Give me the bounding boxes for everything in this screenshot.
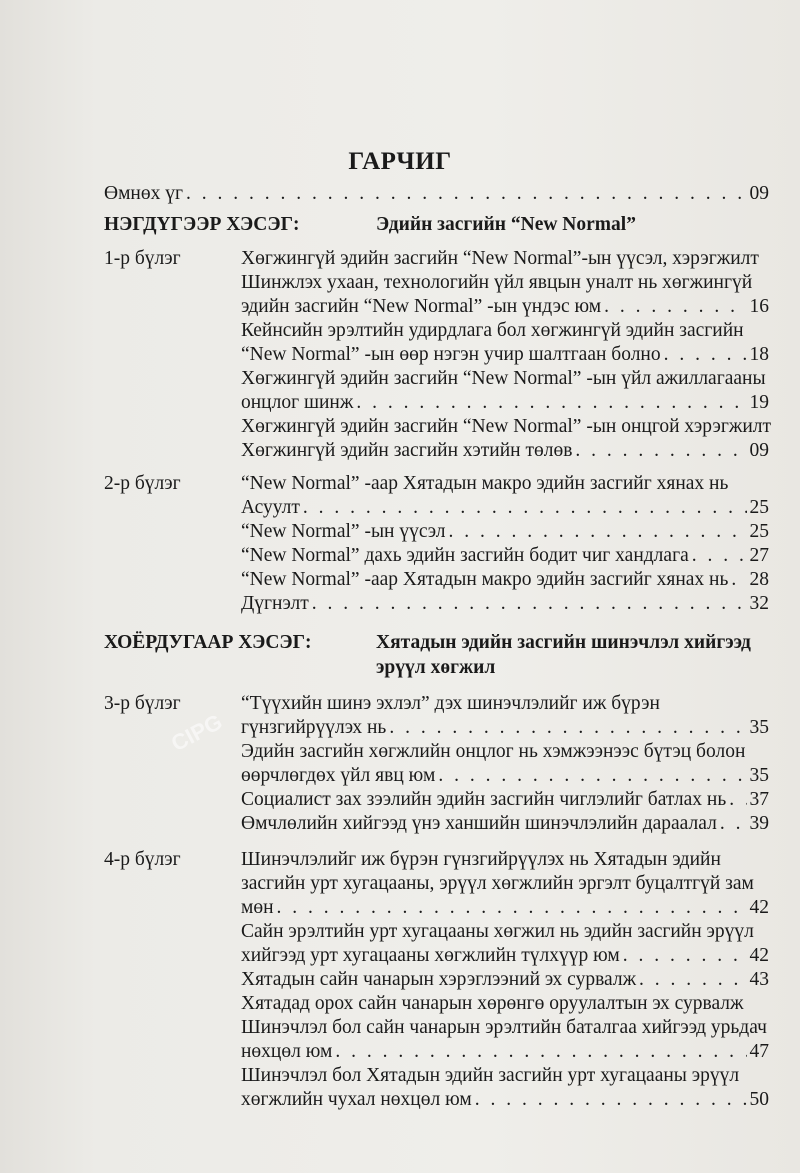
page-number: 43: [749, 969, 769, 990]
page-number: 09: [749, 183, 769, 204]
page-number: 42: [749, 897, 769, 918]
page-number: 37: [749, 789, 769, 810]
page-number: 25: [749, 497, 769, 518]
toc-entry[interactable]: [241, 496, 769, 520]
entry-text: Социалист зах зээлийн эдийн засгийн чиглэлийг батлах нь: [241, 789, 727, 810]
entry-text: Асуулт: [241, 497, 300, 518]
toc-entry[interactable]: [241, 391, 769, 415]
toc-entry[interactable]: [241, 343, 769, 367]
entry-text: “New Normal” дахь эдийн засгийн бодит чиг хандлага: [241, 545, 689, 566]
page-number: 27: [749, 545, 769, 566]
part-label: ХОЁРДУГААР ХЭСЭГ:: [104, 632, 312, 653]
entry-text: “New Normal” -аар Хятадын макро эдийн засгийг хянах нь: [241, 569, 729, 590]
leader-dots: [639, 968, 746, 992]
toc-line: Хятадад орох сайн чанарын хөрөнгө оруулалтын эх сурвалж: [241, 993, 744, 1014]
part-title: Хятадын эдийн засгийн шинэчлэл хийгээд: [376, 632, 751, 653]
entry-text: “New Normal” -ын өөр нэгэн учир шалтгаан болно: [241, 344, 661, 365]
toc-entry[interactable]: [241, 520, 769, 544]
toc-entry[interactable]: [241, 592, 769, 616]
toc-entry[interactable]: [241, 1040, 769, 1064]
toc-line: Эдийн засгийн хөгжлийн онцлог нь хэмжээнээс бүтэц болон: [241, 741, 746, 762]
entry-text: нөхцөл юм: [241, 1041, 333, 1062]
leader-dots: [720, 812, 747, 836]
toc-entry[interactable]: [241, 568, 769, 592]
chapter-label: 3-р бүлэг: [104, 693, 181, 714]
page-number: 42: [749, 945, 769, 966]
leader-dots: [277, 896, 747, 920]
toc-entry[interactable]: [241, 716, 769, 740]
page-number: 32: [749, 593, 769, 614]
leader-dots: [623, 944, 747, 968]
toc-entry[interactable]: [241, 944, 769, 968]
page-number: 39: [749, 813, 769, 834]
entry-text: өөрчлөгдөх үйл явц юм: [241, 765, 436, 786]
chapter-label: 2-р бүлэг: [104, 473, 181, 494]
toc-line: Шинэчлэл бол Хятадын эдийн засгийн урт хугацааны эрүүл: [241, 1065, 740, 1086]
leader-dots: [335, 1040, 746, 1064]
toc-line: засгийн урт хугацааны, эрүүл хөгжлийн эргэлт буцалтгүй зам: [241, 873, 754, 894]
page-number: 47: [749, 1041, 769, 1062]
page-title: ГАРЧИГ: [348, 148, 452, 175]
entry-text: гүнзгийрүүлэх нь: [241, 717, 387, 738]
toc-line: Хөгжингүй эдийн засгийн “New Normal”-ын үүсэл, хэрэгжилт: [241, 248, 759, 269]
toc-entry[interactable]: [241, 968, 769, 992]
toc-entry[interactable]: [241, 764, 769, 788]
entry-text: Өмчлөлийн хийгээд үнэ ханшийн шинэчлэлийн дараалал: [241, 813, 717, 834]
leader-dots: [449, 520, 747, 544]
entry-text: хөгжлийн чухал нөхцөл юм: [241, 1089, 472, 1110]
leader-dots: [475, 1088, 747, 1112]
entry-text: Хөгжингүй эдийн засгийн хэтийн төлөв: [241, 440, 573, 461]
leader-dots: [604, 295, 746, 319]
leader-dots: [186, 182, 747, 206]
page-number: 25: [749, 521, 769, 542]
toc-entry[interactable]: [241, 788, 769, 812]
chapter-label: 4-р бүлэг: [104, 849, 181, 870]
toc-entry[interactable]: [241, 896, 769, 920]
leader-dots: [731, 568, 746, 592]
entry-text: Дүгнэлт: [241, 593, 309, 614]
toc-line: Сайн эрэлтийн урт хугацааны хөгжил нь эдийн засгийн эрүүл: [241, 921, 754, 942]
part-title: Эдийн засгийн “New Normal”: [376, 214, 636, 235]
leader-dots: [389, 716, 746, 740]
part-label: НЭГДҮГЭЭР ХЭСЭГ:: [104, 214, 300, 235]
page-number: 35: [749, 765, 769, 786]
page-number: 19: [749, 392, 769, 413]
watermark: CIPG: [167, 708, 227, 757]
part-title: эрүүл хөгжил: [376, 657, 496, 678]
toc-line: Хөгжингүй эдийн засгийн “New Normal” -ын онцгой хэрэгжилт: [241, 416, 772, 437]
entry-text: Өмнөх үг: [104, 183, 183, 204]
toc-line: Шинэчлэлийг иж бүрэн гүнзгийрүүлэх нь Хятадын эдийн: [241, 849, 721, 870]
toc-entry[interactable]: [241, 1088, 769, 1112]
leader-dots: [729, 788, 746, 812]
entry-text: хийгээд урт хугацааны хөгжлийн түлхүүр юм: [241, 945, 620, 966]
toc-line: Хөгжингүй эдийн засгийн “New Normal” -ын үйл ажиллагааны: [241, 368, 766, 389]
toc-line: “Түүхийн шинэ эхлэл” дэх шинэчлэлийг иж бүрэн: [241, 693, 660, 714]
page-number: 35: [749, 717, 769, 738]
toc-line: Кейнсийн эрэлтийн удирдлага бол хөгжингүй эдийн засгийн: [241, 320, 744, 341]
entry-text: “New Normal” -ын үүсэл: [241, 521, 446, 542]
toc-entry[interactable]: [241, 295, 769, 319]
entry-text: Хятадын сайн чанарын хэрэглээний эх сурвалж: [241, 969, 637, 990]
page-number: 16: [749, 296, 769, 317]
leader-dots: [664, 343, 747, 367]
leader-dots: [692, 544, 747, 568]
chapter-label: 1-р бүлэг: [104, 248, 181, 269]
entry-text: эдийн засгийн “New Normal” -ын үндэс юм: [241, 296, 602, 317]
leader-dots: [312, 592, 747, 616]
leader-dots: [438, 764, 746, 788]
toc-line: “New Normal” -аар Хятадын макро эдийн засгийг хянах нь: [241, 473, 729, 494]
toc-line: Шинжлэх ухаан, технологийн үйл явцын уналт нь хөгжингүй: [241, 272, 753, 293]
toc-entry[interactable]: [241, 439, 769, 463]
leader-dots: [303, 496, 747, 520]
page-number: 09: [749, 440, 769, 461]
leader-dots: [356, 391, 746, 415]
entry-text: мөн: [241, 897, 274, 918]
page-number: 18: [749, 344, 769, 365]
toc-entry-preface[interactable]: [104, 182, 769, 206]
entry-text: онцлог шинж: [241, 392, 354, 413]
page-number: 50: [749, 1089, 769, 1110]
leader-dots: [575, 439, 746, 463]
page-number: 28: [749, 569, 769, 590]
toc-line: Шинэчлэл бол сайн чанарын эрэлтийн баталгаа хийгээд урьдач: [241, 1017, 767, 1038]
toc-entry[interactable]: [241, 544, 769, 568]
toc-entry[interactable]: [241, 812, 769, 836]
